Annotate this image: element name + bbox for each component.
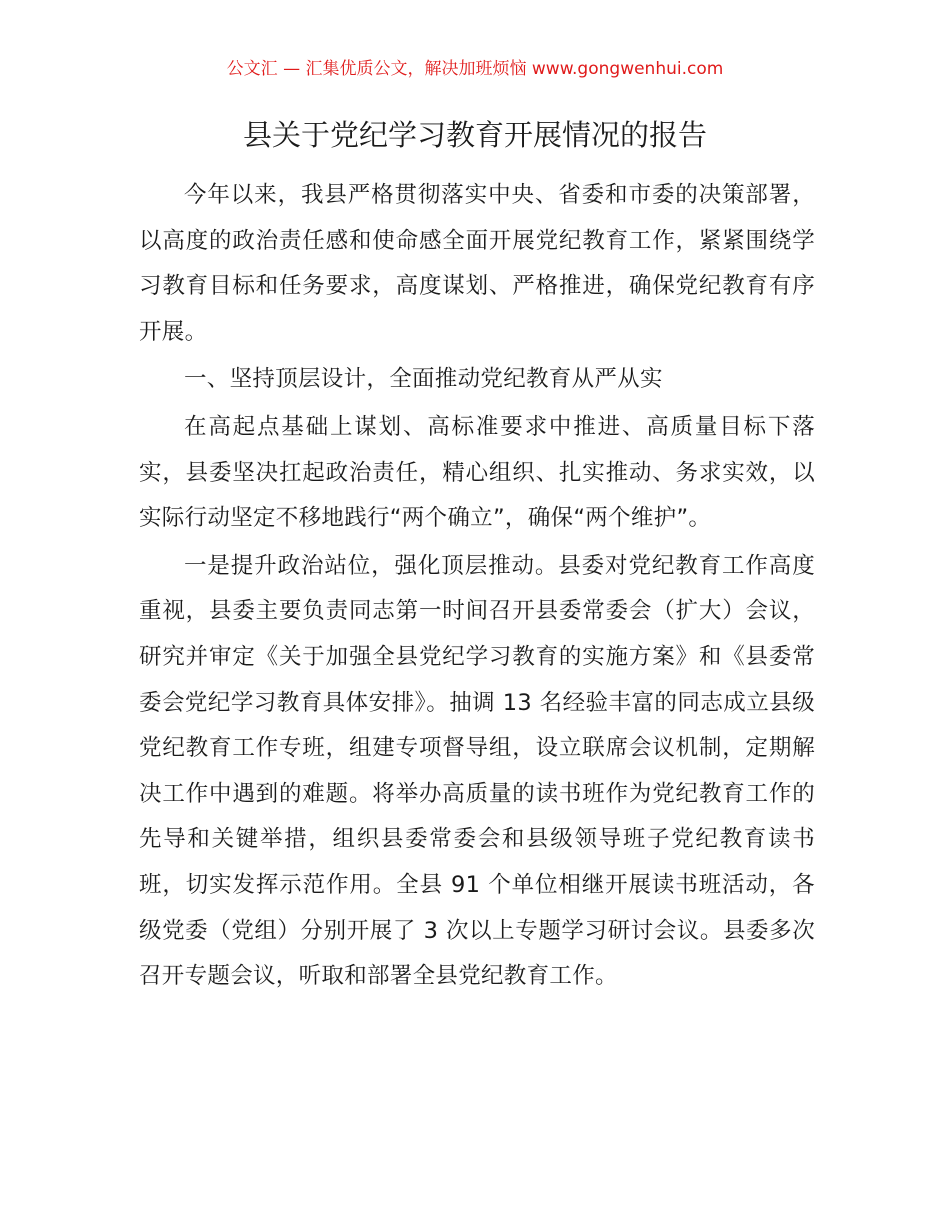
section-paragraph: 在高起点基础上谋划、高标准要求中推进、高质量目标下落实，县委坚决扛起政治责任，精心组织、扎实推动、务求实效，以实际行动坚定不移地践行“两个确立”，确保“两个维护”。 xyxy=(139,413,815,532)
section-heading: 一、坚持顶层设计，全面推动党纪教育从严从实 xyxy=(184,366,663,393)
site-banner: 公文汇 — 汇集优质公文，解决加班烦恼 www.gongwenhui.com xyxy=(226,59,724,79)
document-body xyxy=(139,173,815,1000)
detail-paragraph: 一是提升政治站位，强化顶层推动。县委对党纪教育工作高度重视，县委主要负责同志第一时间召开县委常委会（扩大）会议，研究并审定《关于加强全县党纪学习教育的实施方案》和《县委常委会党纪学习教育具体安排》。抽调 13 名经验丰富的同志成立县级党纪教育工作专班，组建专项督导组，设立联席会议机制，定期解决工作中遇到的难题。将举办高质量的读书班作为党纪教育工作的先导和关键举措，组织县委常委会和县级领导班子党纪教育读书班，切实发挥示范作用。全县 91 个单位相继开展读书班活动，各级党委（党组）分别开展了 3 次以上专题学习研讨会议。县委多次召开专题会议，听取和部署全县党纪教育工作。 xyxy=(139,552,815,990)
document-title: 县关于党纪学习教育开展情况的报告 xyxy=(242,118,707,152)
intro-paragraph: 今年以来，我县严格贯彻落实中央、省委和市委的决策部署，以高度的政治责任感和使命感全面开展党纪教育工作，紧紧围绕学习教育目标和任务要求，高度谋划、严格推进，确保党纪教育有序开展。 xyxy=(139,182,815,345)
